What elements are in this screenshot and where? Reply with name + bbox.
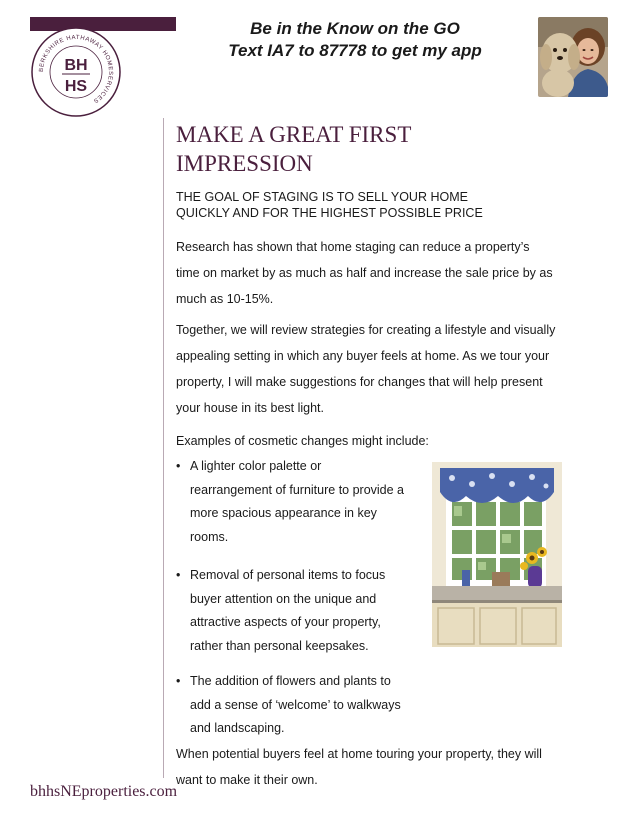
list-item bbox=[176, 564, 406, 658]
list-item bbox=[176, 670, 406, 741]
bhhs-logo bbox=[28, 24, 124, 120]
bullet-text: The addition of flowers and plants to add a sense of ‘welcome’ to walkways and landscaping. bbox=[190, 674, 401, 735]
logo-ring-text: BERKSHIRE HATHAWAY HOMESERVICES bbox=[38, 34, 114, 104]
subtitle: THE GOAL OF STAGING IS TO SELL YOUR HOME QUICKLY AND FOR THE HIGHEST POSSIBLE PRICE bbox=[176, 190, 483, 220]
bullet-text: Removal of personal items to focus buyer attention on the unique and attractive aspects of your property, rather than personal keepsakes. bbox=[190, 568, 386, 653]
promo-line-1: Be in the Know on the GO bbox=[250, 19, 460, 38]
bullet-marker: • bbox=[176, 568, 181, 582]
website-link[interactable]: bhhsNEproperties.com bbox=[30, 783, 178, 800]
promo-line-2: Text IA7 to 87778 to get my app bbox=[228, 41, 482, 60]
bullet-marker: • bbox=[176, 674, 181, 688]
kitchen-window-photo bbox=[432, 462, 562, 647]
bullet-text: A lighter color palette or rearrangement of furniture to provide a more spacious appearance in key rooms. bbox=[190, 459, 405, 544]
logo-initials-top: BH bbox=[64, 57, 88, 74]
closing-paragraph: When potential buyers feel at home touring your property, they will want to make it their own. bbox=[176, 747, 542, 787]
app-promo bbox=[190, 18, 520, 62]
page-title: MAKE A GREAT FIRST IMPRESSION bbox=[176, 122, 411, 176]
left-divider bbox=[163, 118, 164, 778]
examples-intro: Examples of cosmetic changes might include: bbox=[176, 434, 429, 448]
paragraph-research: Research has shown that home staging can reduce a property’s time on market by as much as half and increase the sale price by as much as 10-15%. bbox=[176, 240, 553, 306]
logo-initials-bottom: HS bbox=[64, 78, 88, 95]
paragraph-together: Together, we will review strategies for creating a lifestyle and visually appealing setting in which any buyer feels at home. As we tour your property, I will make suggestions for changes that will help present your house in its best light. bbox=[176, 323, 556, 415]
list-item bbox=[176, 455, 406, 549]
agent-with-dog-photo bbox=[538, 17, 608, 97]
bullet-marker: • bbox=[176, 459, 181, 473]
